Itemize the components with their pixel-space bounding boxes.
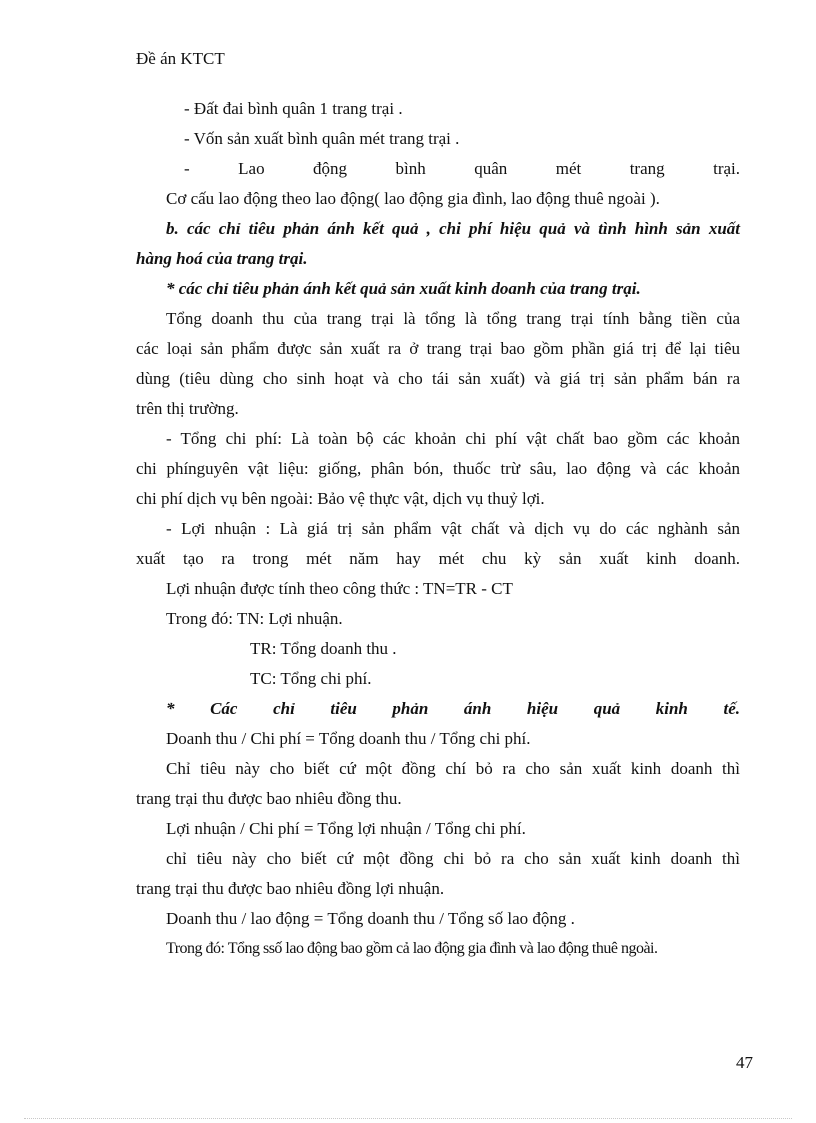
bullet-labor: - Lao động bình quân mét trang trại. — [184, 159, 740, 178]
labor-note: Trong đó: Tổng ssố lao động bao gồm cả lao động gia đình và lao động thuê ngoài. — [166, 940, 658, 957]
paragraph-revenue-4: trên thị trường. — [136, 399, 239, 418]
ratio-profit-cost: Lợi nhuận / Chi phí = Tổng lợi nhuận / Tổng chi phí. — [166, 819, 526, 838]
bullet-land: - Đất đai bình quân 1 trang trại . — [184, 99, 403, 118]
ratio-revenue-cost: Doanh thu / Chi phí = Tổng doanh thu / Tổng chi phí. — [166, 729, 531, 748]
heading-b-line2: hàng hoá của trang trại. — [136, 249, 308, 268]
paragraph-profit-1: - Lợi nhuận : Là giá trị sản phẩm vật chất và dịch vụ do các nghành sản — [166, 519, 740, 538]
explain-revenue-cost-2: trang trại thu được bao nhiêu đồng thu. — [136, 789, 402, 808]
explain-profit-cost-2: trang trại thu được bao nhiêu đồng lợi nhuận. — [136, 879, 445, 898]
heading-b-line1: b. các chỉ tiêu phản ánh kết quả , chi phí hiệu quả và tình hình sản xuất — [166, 219, 740, 238]
formula-tc: TC: Tổng chi phí. — [250, 669, 372, 688]
heading-efficiency: * Các chỉ tiêu phản ánh hiệu quả kinh tế. — [166, 699, 740, 718]
paragraph-cost-2: chi phínguyên vật liệu: giống, phân bón, thuốc trừ sâu, lao động và các khoản — [136, 459, 740, 478]
formula-intro: Lợi nhuận được tính theo công thức : TN=TR - CT — [166, 579, 513, 598]
paragraph-profit-2: xuất tạo ra trong mét năm hay mét chu kỳ sản xuất kinh doanh. — [136, 549, 740, 568]
paragraph-revenue-3: dùng (tiêu dùng cho sinh hoạt và cho tái sản xuất) và giá trị sản phẩm bán ra — [136, 369, 740, 388]
page-header: Đề án KTCT — [136, 49, 225, 68]
explain-revenue-cost-1: Chỉ tiêu này cho biết cứ một đồng chí bỏ ra cho sản xuất kinh doanh thì — [166, 759, 740, 778]
explain-profit-cost-1: chỉ tiêu này cho biết cứ một đồng chi bỏ ra cho sản xuất kinh doanh thì — [166, 849, 740, 868]
paragraph-revenue-2: các loại sản phẩm được sản xuất ra ở trang trại bao gồm phần giá trị để lại tiêu — [136, 339, 740, 358]
labor-structure: Cơ cấu lao động theo lao động( lao động gia đình, lao động thuê ngoài ). — [166, 189, 660, 208]
page-number: 47 — [736, 1053, 753, 1072]
page-bottom-divider — [24, 1118, 792, 1119]
paragraph-cost-3: chi phí dịch vụ bên ngoài: Bảo vệ thực vật, dịch vụ thuỷ lợi. — [136, 489, 545, 508]
heading-results: * các chỉ tiêu phản ánh kết quả sản xuất kinh doanh của trang trại. — [166, 279, 641, 298]
paragraph-cost-1: - Tổng chi phí: Là toàn bộ các khoản chi phí vật chất bao gồm các khoản — [166, 429, 740, 448]
document-body — [136, 94, 740, 964]
ratio-revenue-labor: Doanh thu / lao động = Tổng doanh thu / Tổng số lao động . — [166, 909, 575, 928]
bullet-capital: - Vốn sản xuất bình quân mét trang trại . — [184, 129, 460, 148]
formula-where: Trong đó: TN: Lợi nhuận. — [166, 609, 343, 628]
paragraph-revenue-1: Tổng doanh thu của trang trại là tổng là tổng trang trại tính bằng tiền của — [166, 309, 740, 328]
formula-tr: TR: Tổng doanh thu . — [250, 639, 397, 658]
